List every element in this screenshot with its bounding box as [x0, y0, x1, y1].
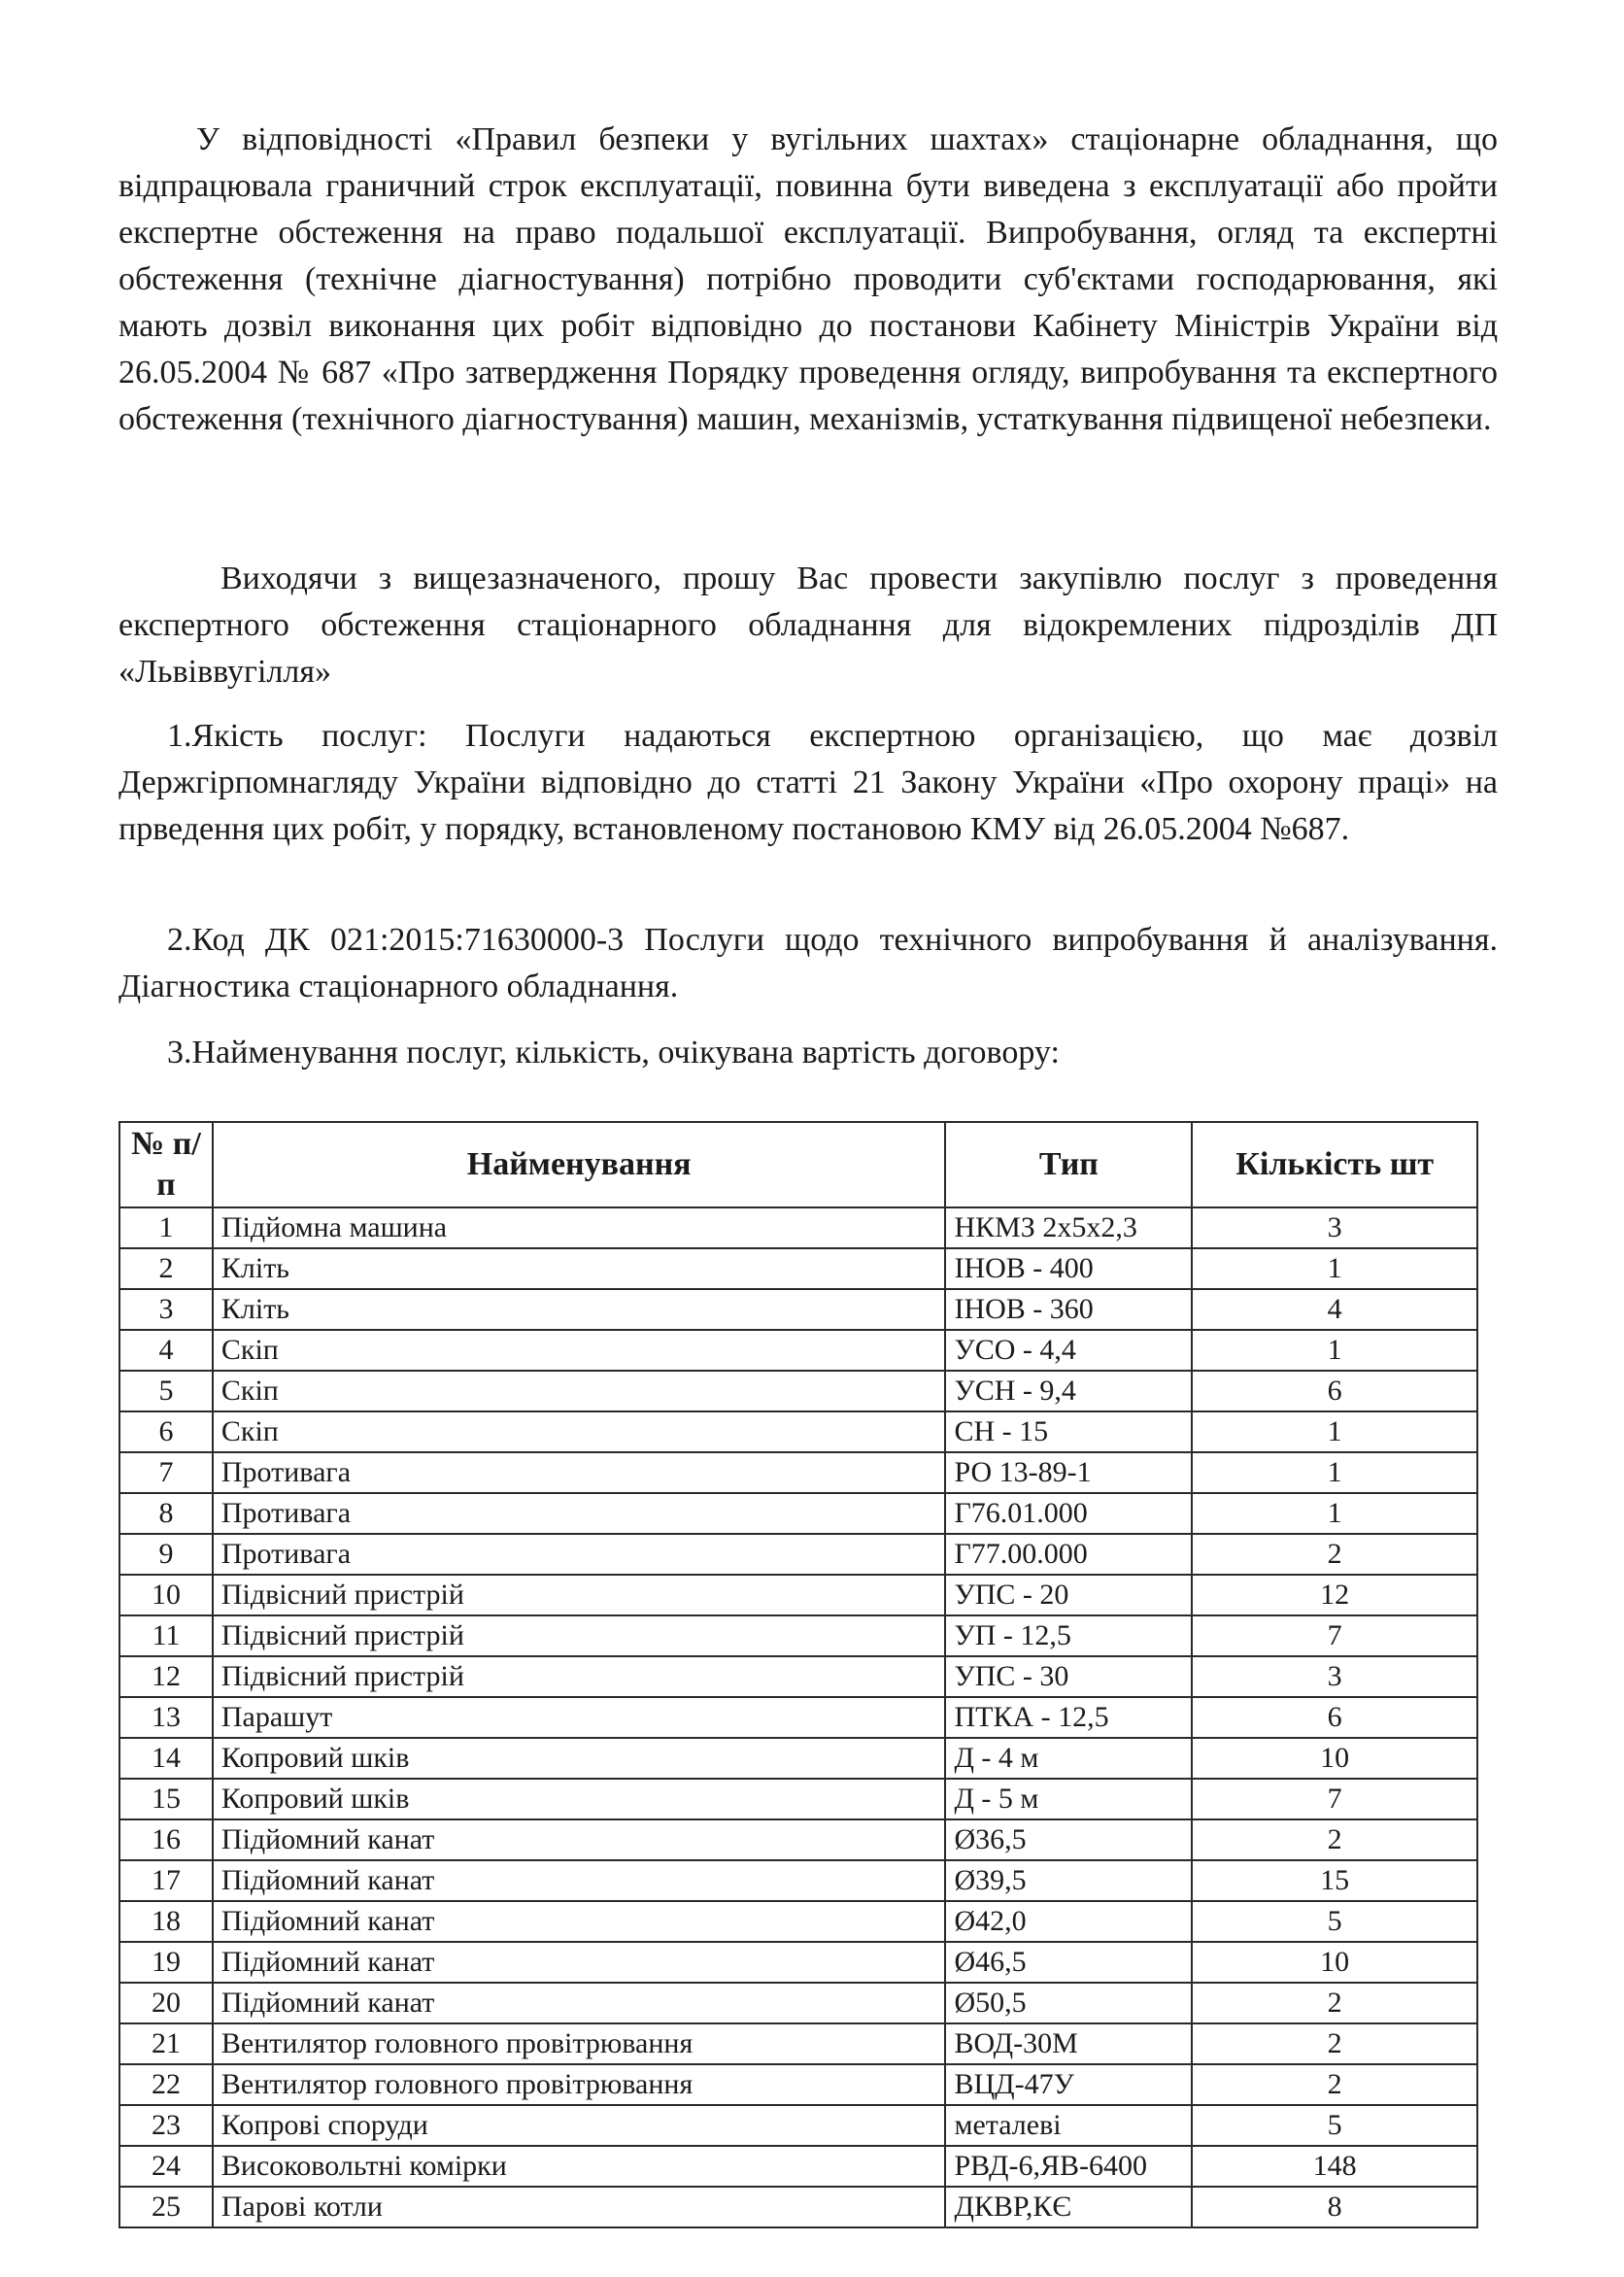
cell-num: 7: [119, 1452, 213, 1493]
services-table: [118, 1121, 1478, 2228]
table-row: [119, 1248, 1477, 1289]
cell-qty: 5: [1192, 2105, 1477, 2146]
table-row: [119, 1942, 1477, 1983]
cell-num: 6: [119, 1411, 213, 1452]
cell-type: Г76.01.000: [945, 1493, 1192, 1534]
header-type: Тип: [945, 1122, 1192, 1207]
cell-qty: 1: [1192, 1493, 1477, 1534]
cell-type: ВОД-30М: [945, 2023, 1192, 2064]
table-row: [119, 1371, 1477, 1411]
table-row: [119, 1860, 1477, 1901]
table-row: [119, 2146, 1477, 2187]
cell-type: ДКВР,КЄ: [945, 2187, 1192, 2227]
cell-type: РО 13-89-1: [945, 1452, 1192, 1493]
cell-name: Підйомний канат: [213, 1901, 946, 1942]
cell-qty: 15: [1192, 1860, 1477, 1901]
cell-name: Вентилятор головного провітрювання: [213, 2064, 946, 2105]
cell-num: 24: [119, 2146, 213, 2187]
table-row: [119, 1738, 1477, 1779]
cell-qty: 10: [1192, 1738, 1477, 1779]
cell-qty: 2: [1192, 1534, 1477, 1575]
cell-qty: 1: [1192, 1248, 1477, 1289]
cell-num: 4: [119, 1330, 213, 1371]
cell-name: Кліть: [213, 1289, 946, 1330]
cell-type: Ø36,5: [945, 1819, 1192, 1860]
cell-num: 9: [119, 1534, 213, 1575]
cell-name: Скіп: [213, 1330, 946, 1371]
paragraph-request: Виходячи з вищезазначеного, прошу Вас провести закупівлю послуг з проведення експертного обстеження стаціонарного обладнання для відокремлених підрозділів ДП «Львіввугілля»: [118, 561, 1498, 690]
table-row: [119, 1207, 1477, 1248]
paragraph-dk-code: 2.Код ДК 021:2015:71630000-3 Послуги щодо технічного випробування й аналізування. Діагностика стаціонарного обладнання.: [118, 922, 1498, 1004]
cell-name: Вентилятор головного провітрювання: [213, 2023, 946, 2064]
header-qty: Кількість шт: [1192, 1122, 1477, 1207]
header-name: Найменування: [213, 1122, 946, 1207]
cell-num: 21: [119, 2023, 213, 2064]
cell-name: Копровий шків: [213, 1779, 946, 1819]
cell-type: УПС - 30: [945, 1656, 1192, 1697]
cell-qty: 6: [1192, 1371, 1477, 1411]
cell-num: 13: [119, 1697, 213, 1738]
cell-name: Копрові споруди: [213, 2105, 946, 2146]
table-row: [119, 2105, 1477, 2146]
cell-qty: 2: [1192, 2023, 1477, 2064]
cell-name: Копровий шків: [213, 1738, 946, 1779]
table-row: [119, 1656, 1477, 1697]
cell-qty: 10: [1192, 1942, 1477, 1983]
table-row: [119, 1452, 1477, 1493]
cell-qty: 1: [1192, 1411, 1477, 1452]
paragraph-service-quality: 1.Якість послуг: Послуги надаються експертною організацією, що має дозвіл Держгірпомнагляду України відповідно до статті 21 Закону України «Про охорону праці» на прведення цих робіт, у порядку, встановленому постановою КМУ від 26.05.2004 №687.: [118, 718, 1498, 847]
cell-type: НКМЗ 2х5х2,3: [945, 1207, 1192, 1248]
table-row: [119, 2187, 1477, 2227]
cell-type: Ø46,5: [945, 1942, 1192, 1983]
cell-num: 22: [119, 2064, 213, 2105]
table-row: [119, 2023, 1477, 2064]
cell-qty: 7: [1192, 1615, 1477, 1656]
cell-name: Парашут: [213, 1697, 946, 1738]
cell-type: ПТКА - 12,5: [945, 1697, 1192, 1738]
cell-num: 3: [119, 1289, 213, 1330]
cell-type: ВЦД-47У: [945, 2064, 1192, 2105]
table-row: [119, 2064, 1477, 2105]
cell-name: Підвісний пристрій: [213, 1656, 946, 1697]
cell-name: Підвісний пристрій: [213, 1615, 946, 1656]
cell-qty: 1: [1192, 1330, 1477, 1371]
table-row: [119, 1819, 1477, 1860]
cell-qty: 8: [1192, 2187, 1477, 2227]
cell-num: 18: [119, 1901, 213, 1942]
cell-qty: 6: [1192, 1697, 1477, 1738]
cell-qty: 2: [1192, 1819, 1477, 1860]
cell-qty: 148: [1192, 2146, 1477, 2187]
cell-qty: 2: [1192, 2064, 1477, 2105]
cell-name: Парові котли: [213, 2187, 946, 2227]
table-row: [119, 1983, 1477, 2023]
table-row: [119, 1289, 1477, 1330]
cell-qty: 4: [1192, 1289, 1477, 1330]
cell-name: Підйомний канат: [213, 1942, 946, 1983]
cell-name: Противага: [213, 1452, 946, 1493]
cell-type: Г77.00.000: [945, 1534, 1192, 1575]
cell-num: 8: [119, 1493, 213, 1534]
table-row: [119, 1615, 1477, 1656]
table-row: [119, 1411, 1477, 1452]
cell-type: СН - 15: [945, 1411, 1192, 1452]
cell-type: РВД-6,ЯВ-6400: [945, 2146, 1192, 2187]
cell-num: 19: [119, 1942, 213, 1983]
cell-type: Ø39,5: [945, 1860, 1192, 1901]
cell-name: Противага: [213, 1534, 946, 1575]
cell-type: Д - 5 м: [945, 1779, 1192, 1819]
cell-qty: 12: [1192, 1575, 1477, 1615]
table-row: [119, 1575, 1477, 1615]
cell-name: Підйомний канат: [213, 1860, 946, 1901]
header-num: № п/п: [119, 1122, 213, 1207]
cell-num: 10: [119, 1575, 213, 1615]
cell-qty: 1: [1192, 1452, 1477, 1493]
cell-qty: 7: [1192, 1779, 1477, 1819]
table-row: [119, 1779, 1477, 1819]
cell-num: 5: [119, 1371, 213, 1411]
paragraph-safety-rules: У відповідності «Правил безпеки у вугільних шахтах» стаціонарне обладнання, що відпрацювала граничний строк експлуатації, повинна бути виведена з експлуатації або пройти експертне обстеження на право подальшої експлуатації. Випробування, огляд та експертні обстеження (технічне діагностування) потрібно проводити суб'єктами господарювання, які мають дозвіл виконання цих робіт відповідно до постанови Кабінету Міністрів України від 26.05.2004 № 687 «Про затвердження Порядку проведення огляду, випробування та експертного обстеження (технічного діагностування) машин, механізмів, устаткування підвищеної небезпеки.: [118, 121, 1498, 437]
table-row: [119, 1697, 1477, 1738]
table-row: [119, 1534, 1477, 1575]
cell-type: Ø50,5: [945, 1983, 1192, 2023]
cell-name: Підвісний пристрій: [213, 1575, 946, 1615]
cell-qty: 3: [1192, 1656, 1477, 1697]
cell-name: Підйомний канат: [213, 1983, 946, 2023]
table-row: [119, 1493, 1477, 1534]
cell-num: 25: [119, 2187, 213, 2227]
cell-name: Скіп: [213, 1371, 946, 1411]
table-row: [119, 1901, 1477, 1942]
cell-type: ІНОВ - 360: [945, 1289, 1192, 1330]
cell-num: 2: [119, 1248, 213, 1289]
table-row: [119, 1330, 1477, 1371]
cell-num: 23: [119, 2105, 213, 2146]
cell-qty: 3: [1192, 1207, 1477, 1248]
cell-qty: 2: [1192, 1983, 1477, 2023]
cell-num: 16: [119, 1819, 213, 1860]
cell-num: 15: [119, 1779, 213, 1819]
cell-num: 17: [119, 1860, 213, 1901]
table-header-row: [119, 1122, 1477, 1207]
cell-type: УСО - 4,4: [945, 1330, 1192, 1371]
cell-name: Високовольтні комірки: [213, 2146, 946, 2187]
cell-num: 14: [119, 1738, 213, 1779]
cell-type: металеві: [945, 2105, 1192, 2146]
cell-name: Скіп: [213, 1411, 946, 1452]
cell-num: 20: [119, 1983, 213, 2023]
cell-name: Підйомний канат: [213, 1819, 946, 1860]
paragraph-services-list-heading: 3.Найменування послуг, кількість, очікувана вартість договору:: [167, 1035, 1060, 1071]
cell-name: Підйомна машина: [213, 1207, 946, 1248]
cell-type: Д - 4 м: [945, 1738, 1192, 1779]
cell-name: Кліть: [213, 1248, 946, 1289]
cell-num: 1: [119, 1207, 213, 1248]
cell-qty: 5: [1192, 1901, 1477, 1942]
cell-type: УПС - 20: [945, 1575, 1192, 1615]
cell-num: 11: [119, 1615, 213, 1656]
cell-type: Ø42,0: [945, 1901, 1192, 1942]
cell-num: 12: [119, 1656, 213, 1697]
table-body: [119, 1207, 1477, 2227]
cell-type: УСН - 9,4: [945, 1371, 1192, 1411]
cell-name: Противага: [213, 1493, 946, 1534]
cell-type: ІНОВ - 400: [945, 1248, 1192, 1289]
cell-type: УП - 12,5: [945, 1615, 1192, 1656]
